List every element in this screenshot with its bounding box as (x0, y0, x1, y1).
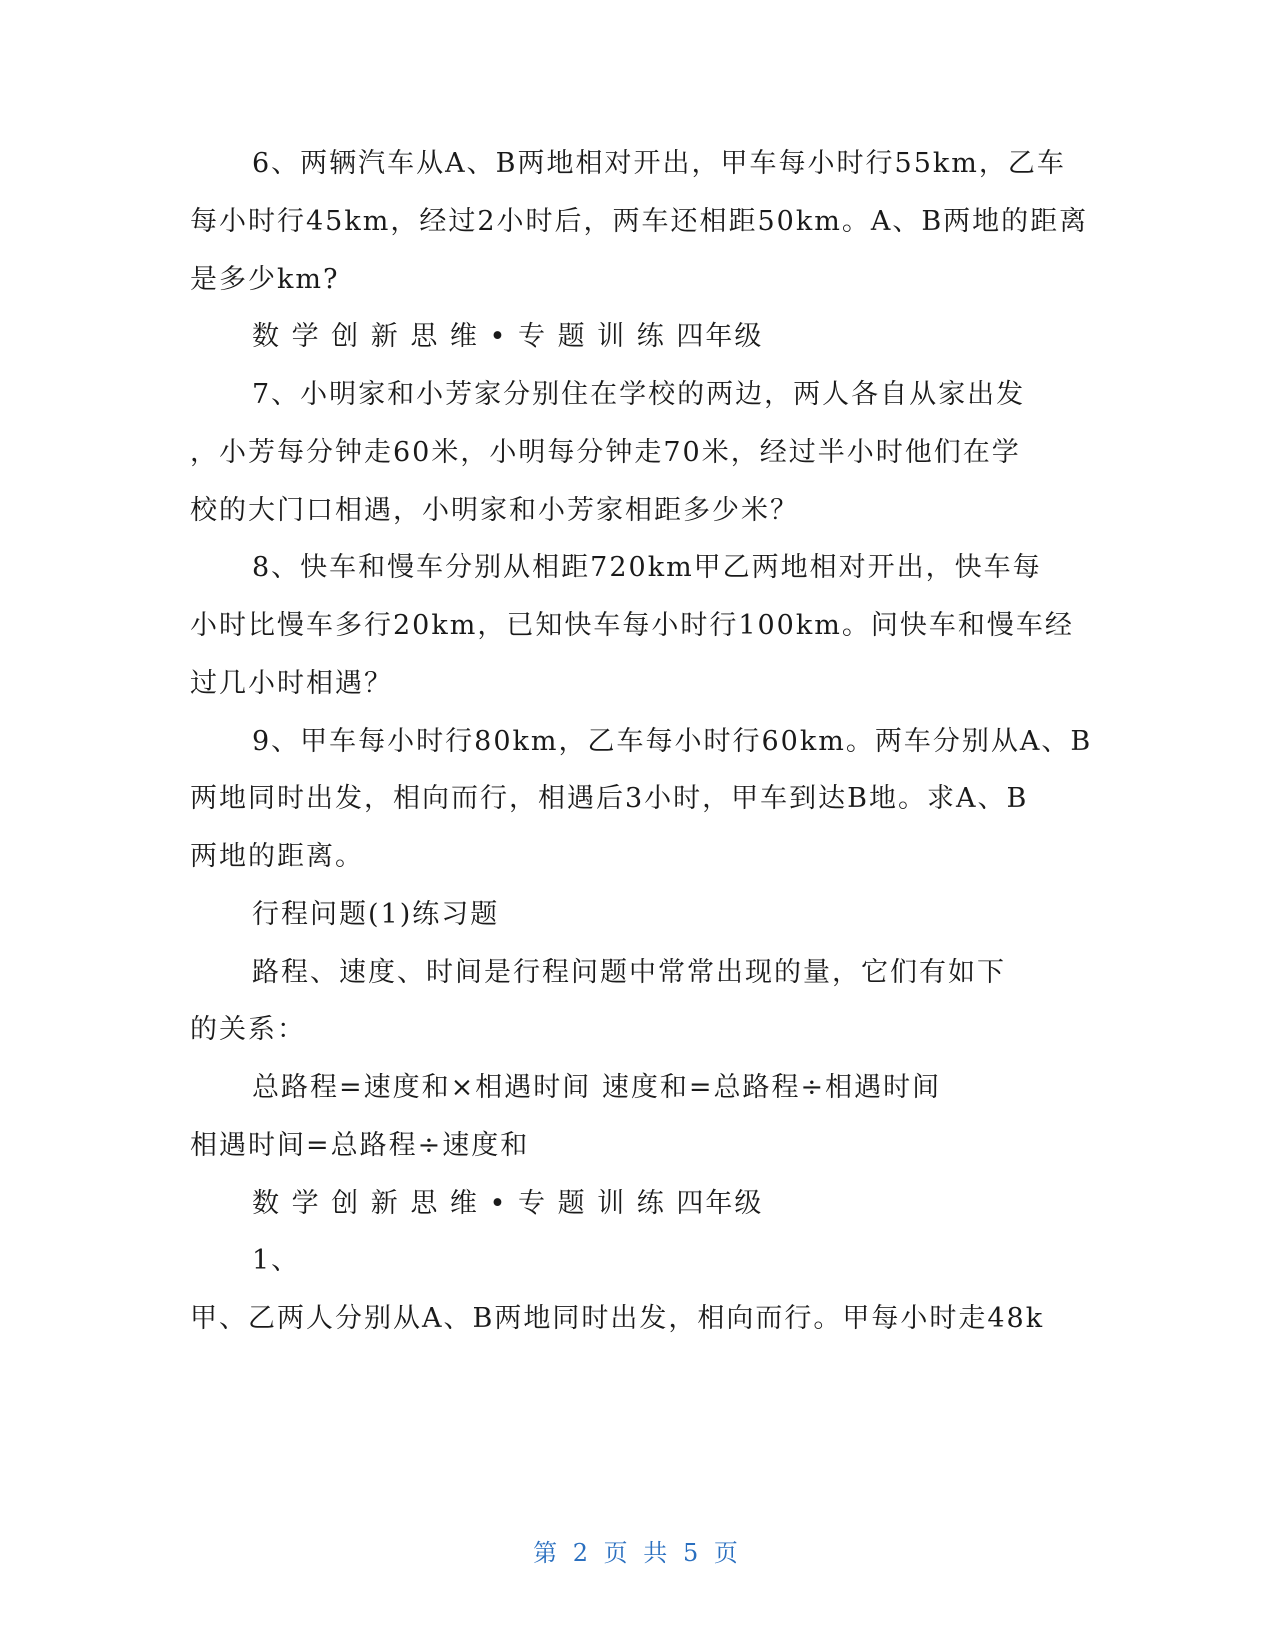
problem-6-line-3: 是多少km? (190, 264, 340, 295)
problem-9-line-1: 9、甲车每小时行80km，乙车每小时行60km。两车分别从A、B (252, 726, 1093, 757)
problem-7-line-3: 校的大门口相遇，小明家和小芳家相距多少米？ (190, 495, 799, 526)
problem-8-line-3: 过几小时相遇？ (190, 668, 393, 699)
problem-8-line-2: 小时比慢车多行20km，已知快车每小时行100km。问快车和慢车经 (190, 610, 1074, 641)
problem-9-line-3: 两地的距离。 (190, 841, 364, 872)
section-header: 数 学 创 新 思 维 • 专 题 训 练 四年级 (252, 321, 764, 352)
problem-9-line-2: 两地同时出发，相向而行，相遇后3小时，甲车到达B地。求A、B (190, 783, 1029, 814)
exercise-title: 行程问题(1)练习题 (252, 899, 500, 930)
problem-6-line-1: 6、两辆汽车从A、B两地相对开出，甲车每小时行55km，乙车 (252, 148, 1066, 179)
intro-line-2: 的关系： (190, 1014, 306, 1045)
intro-line-1: 路程、速度、时间是行程问题中常常出现的量，它们有如下 (252, 957, 1006, 988)
problem-1-number: 1、 (252, 1245, 301, 1276)
page-footer: 第 2 页 共 5 页 (533, 1539, 742, 1567)
formula-line-2: 相遇时间=总路程÷速度和 (190, 1130, 530, 1161)
problem-7-line-1: 7、小明家和小芳家分别住在学校的两边，两人各自从家出发 (252, 379, 1026, 410)
problem-6-line-2: 每小时行45km，经过2小时后，两车还相距50km。A、B两地的距离 (190, 206, 1089, 237)
problem-1-line-1: 甲、乙两人分别从A、B两地同时出发，相向而行。甲每小时走48k (190, 1303, 1045, 1334)
section-header-2: 数 学 创 新 思 维 • 专 题 训 练 四年级 (252, 1188, 764, 1219)
formula-line-1: 总路程=速度和×相遇时间 速度和=总路程÷相遇时间 (252, 1072, 942, 1103)
problem-8-line-1: 8、快车和慢车分别从相距720km甲乙两地相对开出，快车每 (252, 552, 1042, 583)
problem-7-line-2: ，小芳每分钟走60米，小明每分钟走70米，经过半小时他们在学 (190, 437, 1021, 468)
